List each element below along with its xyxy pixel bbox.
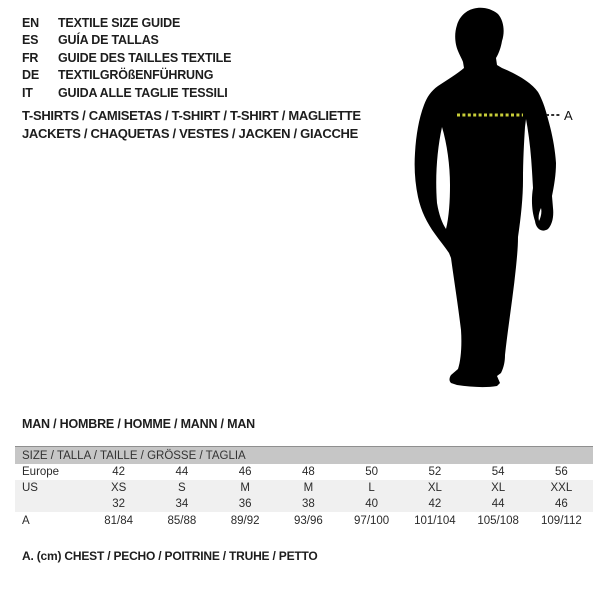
table-cell: 38 — [301, 498, 315, 510]
language-row — [22, 32, 231, 49]
table-cell: 109/112 — [541, 514, 582, 527]
language-label: GUIDE DES TAILLES TEXTILE — [58, 50, 232, 65]
table-cell: 40 — [365, 498, 379, 510]
row-label: Europe — [22, 466, 60, 478]
language-label: TEXTILE SIZE GUIDE — [58, 16, 181, 30]
table-cell: 44 — [175, 466, 189, 478]
language-code: IT — [22, 85, 33, 100]
table-cell: 50 — [365, 466, 379, 478]
table-cell: 105/108 — [477, 514, 519, 527]
category-jackets: JACKETS / CHAQUETAS / VESTES / JACKEN / GIACCHE — [22, 126, 358, 142]
table-cell: 81/84 — [104, 514, 134, 527]
language-code: DE — [22, 68, 39, 83]
man-silhouette-figure — [405, 5, 575, 395]
table-cell: 54 — [491, 466, 505, 478]
language-row — [22, 50, 231, 67]
size-table-header-row — [15, 447, 593, 464]
size-table — [15, 446, 593, 529]
table-row-us-letters — [15, 480, 593, 496]
table-cell: XXL — [550, 482, 573, 494]
table-cell: XL — [491, 482, 506, 494]
language-label: GUÍA DE TALLAS — [58, 33, 159, 48]
table-cell: 101/104 — [414, 514, 456, 527]
table-row-us-numbers — [15, 496, 593, 512]
table-cell: 97/100 — [354, 514, 390, 527]
garment-categories — [22, 107, 361, 144]
language-code: FR — [22, 50, 39, 65]
row-label: US — [22, 482, 38, 494]
table-cell: 44 — [491, 498, 505, 510]
table-cell: 52 — [428, 466, 442, 478]
table-cell: 93/96 — [293, 514, 323, 527]
size-table-header-label: SIZE / TALLA / TAILLE / GRÖSSE / TAGLIA — [22, 449, 246, 462]
language-title-block — [22, 15, 231, 102]
table-cell: XL — [427, 482, 442, 494]
silhouette-body — [415, 8, 556, 387]
table-cell: S — [178, 482, 186, 494]
category-tshirts: T-SHIRTS / CAMISETAS / T-SHIRT / T-SHIRT / MAGLIETTE — [22, 108, 361, 123]
table-row-europe — [15, 464, 593, 480]
language-label: TEXTILGRÖßENFÜHRUNG — [58, 68, 214, 83]
table-cell: 89/92 — [230, 514, 260, 527]
measurement-legend: A. (cm) CHEST / PECHO / POITRINE / TRUHE / PETTO — [22, 549, 318, 563]
language-row — [22, 67, 231, 84]
language-code: ES — [22, 33, 39, 48]
table-cell: 42 — [112, 466, 126, 478]
table-cell: M — [303, 482, 314, 494]
table-cell: 46 — [554, 498, 568, 510]
table-cell: 32 — [112, 498, 126, 510]
table-cell: 48 — [301, 466, 315, 478]
table-cell: 42 — [428, 498, 442, 510]
table-cell: 46 — [238, 466, 252, 478]
table-cell: M — [240, 482, 250, 494]
table-row-chest-a — [15, 512, 593, 529]
table-cell: 85/88 — [167, 514, 197, 527]
language-row — [22, 15, 231, 32]
table-cell: L — [368, 482, 375, 494]
table-cell: 56 — [554, 466, 568, 478]
measure-label-a: A — [564, 108, 573, 123]
table-cell: 34 — [175, 498, 189, 510]
language-label: GUIDA ALLE TAGLIE TESSILI — [58, 85, 228, 100]
section-title-man: MAN / HOMBRE / HOMME / MANN / MAN — [22, 417, 255, 431]
language-row — [22, 85, 231, 102]
table-cell: 36 — [238, 498, 252, 510]
row-label: A — [22, 514, 30, 527]
language-code: EN — [22, 16, 39, 30]
table-cell: XS — [110, 482, 127, 494]
